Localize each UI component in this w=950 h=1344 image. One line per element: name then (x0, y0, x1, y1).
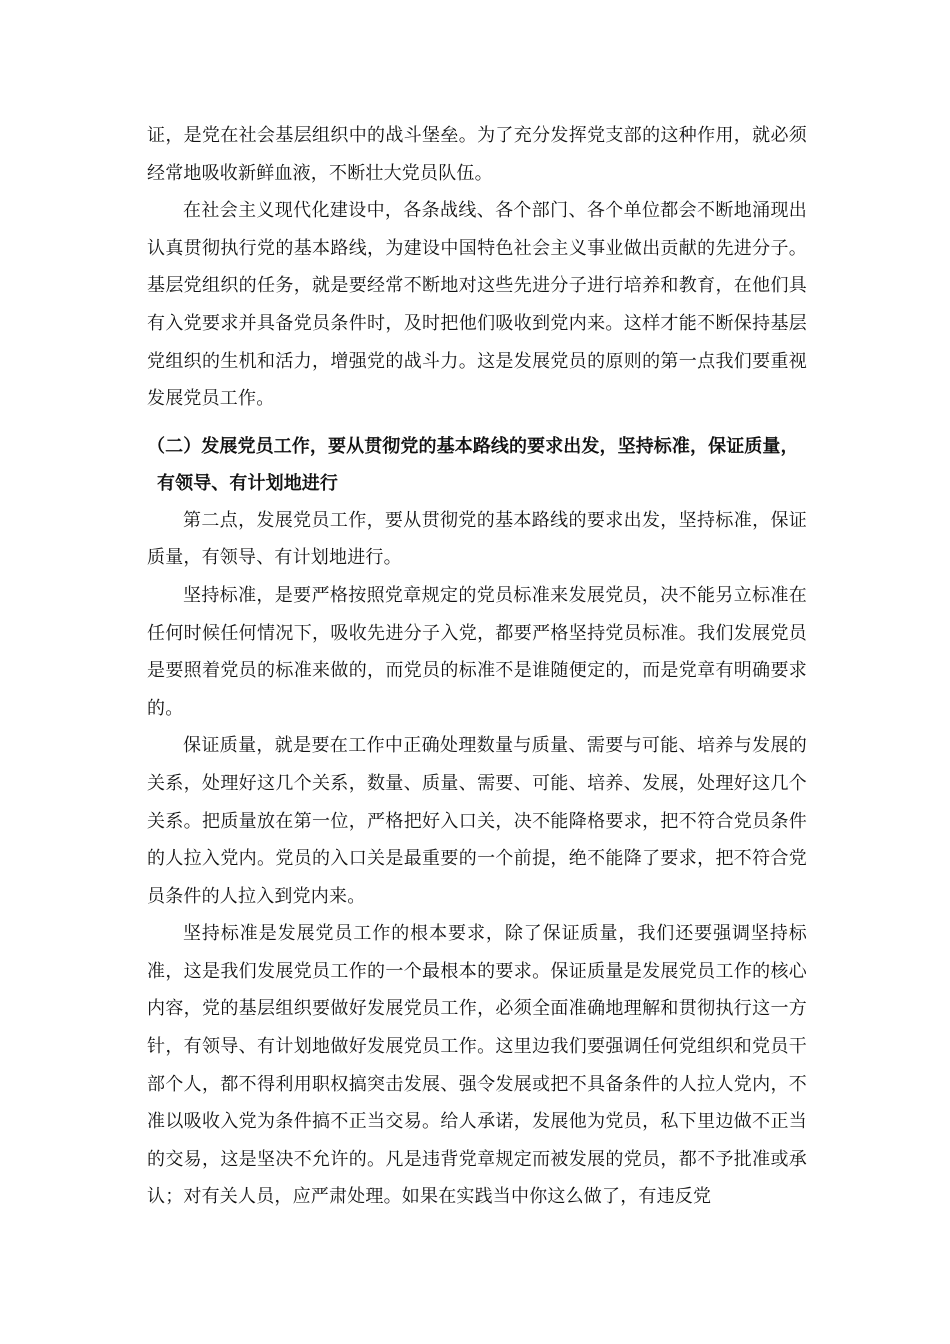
section-heading-line1: （二）发展党员工作，要从贯彻党的基本路线的要求出发，坚持标准，保证质量， (147, 435, 799, 457)
paragraph-standards: 坚持标准，是要严格按照党章规定的党员标准来发展党员，决不能另立标准在任何时候任何情况下，吸收先进分子入党，都要严格坚持党员标准。我们发展党员是要照着党员的标准来做的，而党员的标准不是谁随便定的，而是党章有明确要求的。 (147, 584, 807, 719)
document-body (147, 117, 807, 1216)
paragraph-fundamental-requirement: 坚持标准是发展党员工作的根本要求，除了保证质量，我们还要强调坚持标准，这是我们发展党员工作的一个最根本的要求。保证质量是发展党员工作的核心内容，党的基层组织要做好发展党员工作，必须全面准确地理解和贯彻执行这一方针，有领导、有计划地做好发展党员工作。这里边我们要强调任何党组织和党员干部个人，都不得利用职权搞突击发展、强令发展或把不具备条件的人拉人党内，不准以吸收入党为条件搞不正当交易。给人承诺，发展他为党员，私下里边做不正当的交易，这是坚决不允许的。凡是违背党章规定而被发展的党员，都不予批准或承认；对有关人员，应严肃处理。如果在实践当中你这么做了，有违反党 (147, 923, 807, 1208)
section-heading (147, 428, 807, 502)
section-heading-line2: 有领导、有计划地进行 (157, 472, 338, 494)
paragraph-continuation: 证，是党在社会基层组织中的战斗堡垒。为了充分发挥党支部的这种作用，就必须经常地吸收新鲜血液，不断壮大党员队伍。 (147, 125, 807, 184)
paragraph-quality: 保证质量，就是要在工作中正确处理数量与质量、需要与可能、培养与发展的关系，处理好这几个关系，数量、质量、需要、可能、培养、发展，处理好这几个关系。把质量放在第一位，严格把好入口关，决不能降格要求，把不符合党员条件的人拉入党内。党员的入口关是最重要的一个前提，绝不能降了要求，把不符合党员条件的人拉入到党内来。 (147, 735, 807, 907)
paragraph-second-point: 第二点，发展党员工作，要从贯彻党的基本路线的要求出发，坚持标准，保证质量，有领导、有计划地进行。 (147, 509, 807, 569)
paragraph-modernization: 在社会主义现代化建设中，各条战线、各个部门、各个单位都会不断地涌现出认真贯彻执行党的基本路线，为建设中国特色社会主义事业做出贡献的先进分子。基层党组织的任务，就是要经常不断地对这些先进分子进行培养和教育，在他们具有入党要求并具备党员条件时，及时把他们吸收到党内来。这样才能不断保持基层党组织的生机和活力，增强党的战斗力。这是发展党员的原则的第一点我们要重视发展党员工作。 (147, 200, 807, 410)
